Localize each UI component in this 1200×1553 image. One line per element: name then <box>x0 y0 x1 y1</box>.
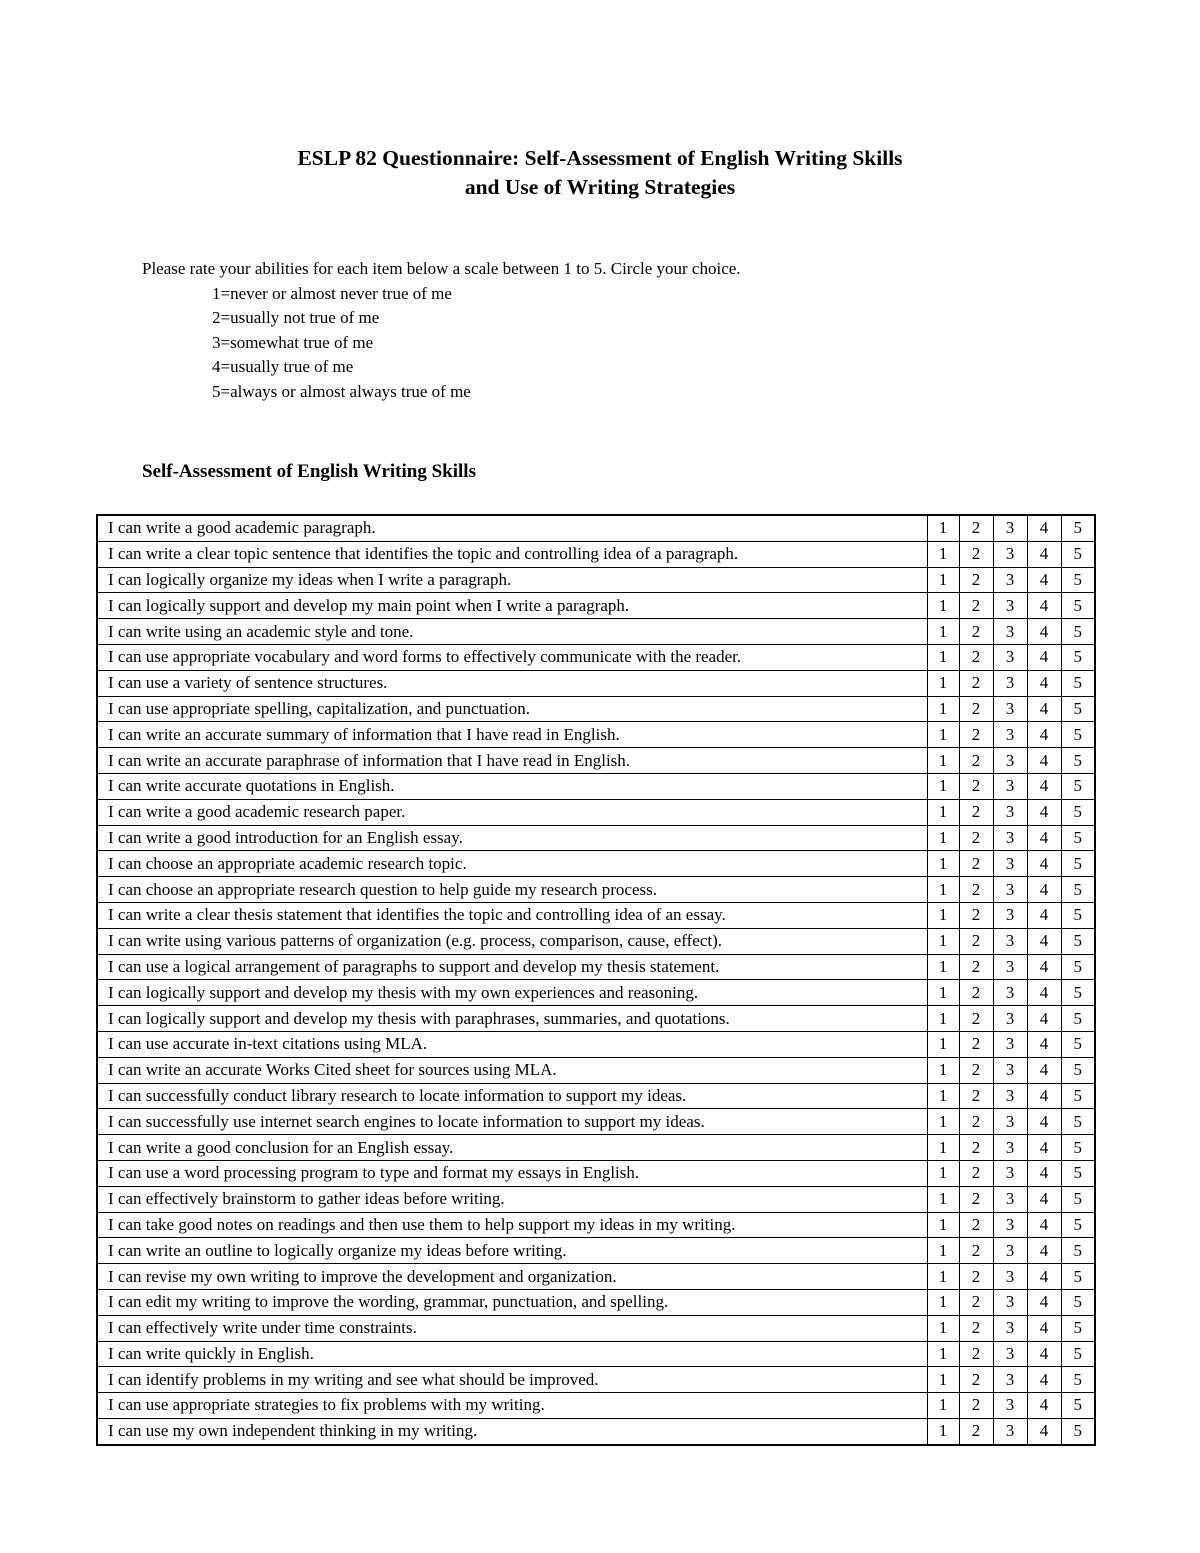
rating-option-1[interactable]: 1 <box>927 1289 959 1315</box>
rating-option-5[interactable]: 5 <box>1061 748 1095 774</box>
rating-option-5[interactable]: 5 <box>1061 1006 1095 1032</box>
rating-option-4[interactable]: 4 <box>1027 567 1061 593</box>
table-row <box>97 619 1095 645</box>
rating-option-3[interactable]: 3 <box>993 1341 1027 1367</box>
rating-option-5[interactable]: 5 <box>1061 1109 1095 1135</box>
rating-option-1[interactable]: 1 <box>927 1057 959 1083</box>
table-row <box>97 928 1095 954</box>
rating-option-4[interactable]: 4 <box>1027 696 1061 722</box>
rating-option-5[interactable]: 5 <box>1061 1367 1095 1393</box>
table-row <box>97 1057 1095 1083</box>
table-row <box>97 825 1095 851</box>
statement-cell: I can take good notes on readings and then use them to help support my ideas in my writing. <box>97 1212 927 1238</box>
rating-option-2[interactable]: 2 <box>959 877 993 903</box>
rating-option-4[interactable]: 4 <box>1027 541 1061 567</box>
rating-option-3[interactable]: 3 <box>993 1393 1027 1419</box>
rating-option-3[interactable]: 3 <box>993 644 1027 670</box>
statement-cell: I can write a good conclusion for an English essay. <box>97 1135 927 1161</box>
rating-option-5[interactable]: 5 <box>1061 515 1095 541</box>
rating-option-3[interactable]: 3 <box>993 541 1027 567</box>
rating-option-3[interactable]: 3 <box>993 748 1027 774</box>
rating-option-4[interactable]: 4 <box>1027 1057 1061 1083</box>
statement-cell: I can use a word processing program to type and format my essays in English. <box>97 1160 927 1186</box>
rating-option-2[interactable]: 2 <box>959 1057 993 1083</box>
self-assessment-table <box>96 514 1096 1446</box>
rating-option-1[interactable]: 1 <box>927 1264 959 1290</box>
statement-cell: I can choose an appropriate research question to help guide my research process. <box>97 877 927 903</box>
rating-option-1[interactable]: 1 <box>927 1160 959 1186</box>
rating-option-5[interactable]: 5 <box>1061 902 1095 928</box>
rating-option-4[interactable]: 4 <box>1027 902 1061 928</box>
statement-cell: I can use accurate in-text citations using MLA. <box>97 1031 927 1057</box>
rating-option-3[interactable]: 3 <box>993 1031 1027 1057</box>
rating-option-5[interactable]: 5 <box>1061 619 1095 645</box>
table-row <box>97 1341 1095 1367</box>
rating-option-2[interactable]: 2 <box>959 567 993 593</box>
rating-option-2[interactable]: 2 <box>959 980 993 1006</box>
rating-option-1[interactable]: 1 <box>927 1186 959 1212</box>
rating-option-2[interactable]: 2 <box>959 773 993 799</box>
table-row <box>97 670 1095 696</box>
statement-cell: I can use appropriate vocabulary and word forms to effectively communicate with the reader. <box>97 644 927 670</box>
rating-option-5[interactable]: 5 <box>1061 1341 1095 1367</box>
rating-option-2[interactable]: 2 <box>959 619 993 645</box>
table-row <box>97 980 1095 1006</box>
table-row <box>97 1264 1095 1290</box>
statement-cell: I can write a good academic paragraph. <box>97 515 927 541</box>
statement-cell: I can logically support and develop my thesis with my own experiences and reasoning. <box>97 980 927 1006</box>
rating-option-3[interactable]: 3 <box>993 1238 1027 1264</box>
table-row <box>97 799 1095 825</box>
rating-option-2[interactable]: 2 <box>959 799 993 825</box>
rating-option-2[interactable]: 2 <box>959 1315 993 1341</box>
statement-cell: I can write a clear thesis statement that identifies the topic and controlling idea of an essay. <box>97 902 927 928</box>
rating-option-4[interactable]: 4 <box>1027 1264 1061 1290</box>
rating-option-5[interactable]: 5 <box>1061 1212 1095 1238</box>
scale-definition: 5=always or almost always true of me <box>212 381 471 401</box>
table-row <box>97 567 1095 593</box>
table-row <box>97 515 1095 541</box>
rating-option-4[interactable]: 4 <box>1027 799 1061 825</box>
rating-option-1[interactable]: 1 <box>927 851 959 877</box>
rating-option-1[interactable]: 1 <box>927 593 959 619</box>
rating-option-1[interactable]: 1 <box>927 1135 959 1161</box>
rating-option-2[interactable]: 2 <box>959 593 993 619</box>
rating-option-4[interactable]: 4 <box>1027 773 1061 799</box>
rating-option-2[interactable]: 2 <box>959 954 993 980</box>
rating-option-3[interactable]: 3 <box>993 902 1027 928</box>
statement-cell: I can logically support and develop my main point when I write a paragraph. <box>97 593 927 619</box>
rating-option-4[interactable]: 4 <box>1027 1393 1061 1419</box>
statement-cell: I can use my own independent thinking in my writing. <box>97 1418 927 1444</box>
rating-option-5[interactable]: 5 <box>1061 980 1095 1006</box>
rating-option-2[interactable]: 2 <box>959 851 993 877</box>
table-row <box>97 1006 1095 1032</box>
rating-option-2[interactable]: 2 <box>959 541 993 567</box>
rating-option-5[interactable]: 5 <box>1061 928 1095 954</box>
rating-option-4[interactable]: 4 <box>1027 851 1061 877</box>
rating-option-5[interactable]: 5 <box>1061 1083 1095 1109</box>
rating-option-4[interactable]: 4 <box>1027 748 1061 774</box>
rating-option-3[interactable]: 3 <box>993 593 1027 619</box>
rating-option-4[interactable]: 4 <box>1027 515 1061 541</box>
rating-option-1[interactable]: 1 <box>927 902 959 928</box>
rating-option-3[interactable]: 3 <box>993 1006 1027 1032</box>
rating-option-4[interactable]: 4 <box>1027 877 1061 903</box>
rating-option-5[interactable]: 5 <box>1061 773 1095 799</box>
rating-option-5[interactable]: 5 <box>1061 644 1095 670</box>
rating-option-1[interactable]: 1 <box>927 773 959 799</box>
rating-option-2[interactable]: 2 <box>959 928 993 954</box>
rating-option-1[interactable]: 1 <box>927 877 959 903</box>
rating-option-1[interactable]: 1 <box>927 644 959 670</box>
table-row <box>97 541 1095 567</box>
rating-option-5[interactable]: 5 <box>1061 1160 1095 1186</box>
rating-option-4[interactable]: 4 <box>1027 1160 1061 1186</box>
rating-option-5[interactable]: 5 <box>1061 1135 1095 1161</box>
rating-option-1[interactable]: 1 <box>927 541 959 567</box>
instructions <box>142 257 741 405</box>
rating-option-4[interactable]: 4 <box>1027 1367 1061 1393</box>
table-row <box>97 1160 1095 1186</box>
statement-cell: I can write an outline to logically organize my ideas before writing. <box>97 1238 927 1264</box>
rating-option-5[interactable]: 5 <box>1061 1238 1095 1264</box>
rating-option-5[interactable]: 5 <box>1061 541 1095 567</box>
table-row <box>97 877 1095 903</box>
rating-option-5[interactable]: 5 <box>1061 1315 1095 1341</box>
statement-cell: I can write accurate quotations in English. <box>97 773 927 799</box>
rating-option-2[interactable]: 2 <box>959 1160 993 1186</box>
table-row <box>97 1135 1095 1161</box>
rating-option-2[interactable]: 2 <box>959 902 993 928</box>
table-row <box>97 1289 1095 1315</box>
rating-option-1[interactable]: 1 <box>927 1315 959 1341</box>
rating-option-1[interactable]: 1 <box>927 1367 959 1393</box>
rating-option-4[interactable]: 4 <box>1027 1212 1061 1238</box>
rating-option-5[interactable]: 5 <box>1061 1289 1095 1315</box>
title-line-1: ESLP 82 Questionnaire: Self-Assessment of English Writing Skills <box>297 146 903 170</box>
rating-option-4[interactable]: 4 <box>1027 1238 1061 1264</box>
rating-option-1[interactable]: 1 <box>927 619 959 645</box>
rating-option-4[interactable]: 4 <box>1027 1315 1061 1341</box>
rating-option-2[interactable]: 2 <box>959 1109 993 1135</box>
rating-option-3[interactable]: 3 <box>993 696 1027 722</box>
rating-option-2[interactable]: 2 <box>959 644 993 670</box>
rating-option-4[interactable]: 4 <box>1027 1083 1061 1109</box>
table-row <box>97 1238 1095 1264</box>
rating-option-5[interactable]: 5 <box>1061 1393 1095 1419</box>
rating-option-1[interactable]: 1 <box>927 1109 959 1135</box>
statement-cell: I can effectively write under time constraints. <box>97 1315 927 1341</box>
rating-option-4[interactable]: 4 <box>1027 1031 1061 1057</box>
rating-option-3[interactable]: 3 <box>993 567 1027 593</box>
rating-option-1[interactable]: 1 <box>927 799 959 825</box>
statement-cell: I can write an accurate paraphrase of information that I have read in English. <box>97 748 927 774</box>
rating-option-1[interactable]: 1 <box>927 515 959 541</box>
rating-option-3[interactable]: 3 <box>993 1083 1027 1109</box>
table-row <box>97 851 1095 877</box>
rating-option-4[interactable]: 4 <box>1027 644 1061 670</box>
rating-option-3[interactable]: 3 <box>993 799 1027 825</box>
rating-option-1[interactable]: 1 <box>927 1393 959 1419</box>
rating-option-4[interactable]: 4 <box>1027 928 1061 954</box>
rating-option-2[interactable]: 2 <box>959 722 993 748</box>
rating-option-1[interactable]: 1 <box>927 825 959 851</box>
statement-cell: I can write an accurate Works Cited sheet for sources using MLA. <box>97 1057 927 1083</box>
table-row <box>97 1109 1095 1135</box>
rating-option-4[interactable]: 4 <box>1027 1135 1061 1161</box>
rating-option-4[interactable]: 4 <box>1027 1289 1061 1315</box>
rating-option-3[interactable]: 3 <box>993 1212 1027 1238</box>
rating-option-2[interactable]: 2 <box>959 1418 993 1444</box>
rating-option-4[interactable]: 4 <box>1027 1418 1061 1444</box>
rating-option-1[interactable]: 1 <box>927 1341 959 1367</box>
table-row <box>97 593 1095 619</box>
rating-option-4[interactable]: 4 <box>1027 825 1061 851</box>
rating-option-5[interactable]: 5 <box>1061 1264 1095 1290</box>
rating-option-5[interactable]: 5 <box>1061 722 1095 748</box>
rating-option-1[interactable]: 1 <box>927 1083 959 1109</box>
rating-option-3[interactable]: 3 <box>993 619 1027 645</box>
rating-option-2[interactable]: 2 <box>959 1083 993 1109</box>
scale-definition: 1=never or almost never true of me <box>212 283 452 303</box>
statement-cell: I can edit my writing to improve the wording, grammar, punctuation, and spelling. <box>97 1289 927 1315</box>
rating-option-4[interactable]: 4 <box>1027 593 1061 619</box>
statement-cell: I can revise my own writing to improve the development and organization. <box>97 1264 927 1290</box>
rating-option-4[interactable]: 4 <box>1027 1186 1061 1212</box>
rating-option-3[interactable]: 3 <box>993 722 1027 748</box>
rating-option-1[interactable]: 1 <box>927 928 959 954</box>
rating-option-2[interactable]: 2 <box>959 1341 993 1367</box>
rating-option-1[interactable]: 1 <box>927 1006 959 1032</box>
table-row <box>97 644 1095 670</box>
rating-option-3[interactable]: 3 <box>993 515 1027 541</box>
statement-cell: I can write a good introduction for an English essay. <box>97 825 927 851</box>
statement-cell: I can write a clear topic sentence that identifies the topic and controlling idea of a paragraph. <box>97 541 927 567</box>
rating-option-3[interactable]: 3 <box>993 773 1027 799</box>
table-row <box>97 1212 1095 1238</box>
rating-option-4[interactable]: 4 <box>1027 670 1061 696</box>
rating-option-1[interactable]: 1 <box>927 954 959 980</box>
statement-cell: I can write using various patterns of organization (e.g. process, comparison, cause, effect). <box>97 928 927 954</box>
rating-option-3[interactable]: 3 <box>993 928 1027 954</box>
section-heading: Self-Assessment of English Writing Skills <box>142 461 476 482</box>
rating-option-2[interactable]: 2 <box>959 1367 993 1393</box>
statement-cell: I can use a variety of sentence structures. <box>97 670 927 696</box>
rating-option-2[interactable]: 2 <box>959 1135 993 1161</box>
rating-option-3[interactable]: 3 <box>993 954 1027 980</box>
table-row <box>97 1367 1095 1393</box>
rating-option-1[interactable]: 1 <box>927 1238 959 1264</box>
rating-option-5[interactable]: 5 <box>1061 877 1095 903</box>
statement-cell: I can use a logical arrangement of paragraphs to support and develop my thesis statement. <box>97 954 927 980</box>
rating-option-5[interactable]: 5 <box>1061 954 1095 980</box>
rating-option-3[interactable]: 3 <box>993 1057 1027 1083</box>
statement-cell: I can write quickly in English. <box>97 1341 927 1367</box>
table-row <box>97 1083 1095 1109</box>
statement-cell: I can logically support and develop my thesis with paraphrases, summaries, and quotations. <box>97 1006 927 1032</box>
table-row <box>97 748 1095 774</box>
rating-option-5[interactable]: 5 <box>1061 851 1095 877</box>
rating-option-2[interactable]: 2 <box>959 1006 993 1032</box>
rating-option-5[interactable]: 5 <box>1061 1186 1095 1212</box>
rating-option-4[interactable]: 4 <box>1027 1006 1061 1032</box>
table-row <box>97 1418 1095 1444</box>
statement-cell: I can choose an appropriate academic research topic. <box>97 851 927 877</box>
statement-cell: I can write using an academic style and tone. <box>97 619 927 645</box>
table-row <box>97 954 1095 980</box>
table-row <box>97 902 1095 928</box>
rating-option-2[interactable]: 2 <box>959 670 993 696</box>
rating-option-5[interactable]: 5 <box>1061 696 1095 722</box>
statement-cell: I can effectively brainstorm to gather ideas before writing. <box>97 1186 927 1212</box>
rating-option-2[interactable]: 2 <box>959 825 993 851</box>
table-row <box>97 773 1095 799</box>
rating-option-3[interactable]: 3 <box>993 1264 1027 1290</box>
rating-option-5[interactable]: 5 <box>1061 670 1095 696</box>
table-row <box>97 1393 1095 1419</box>
rating-option-4[interactable]: 4 <box>1027 722 1061 748</box>
rating-option-2[interactable]: 2 <box>959 1289 993 1315</box>
rating-option-5[interactable]: 5 <box>1061 1057 1095 1083</box>
statement-cell: I can successfully conduct library research to locate information to support my ideas. <box>97 1083 927 1109</box>
rating-option-1[interactable]: 1 <box>927 980 959 1006</box>
table-row <box>97 722 1095 748</box>
instructions-text: Please rate your abilities for each item below a scale between 1 to 5. Circle your choice. <box>142 259 741 278</box>
rating-option-1[interactable]: 1 <box>927 696 959 722</box>
table-row <box>97 696 1095 722</box>
rating-option-5[interactable]: 5 <box>1061 799 1095 825</box>
rating-option-3[interactable]: 3 <box>993 877 1027 903</box>
table-row <box>97 1031 1095 1057</box>
statement-cell: I can use appropriate spelling, capitalization, and punctuation. <box>97 696 927 722</box>
rating-option-3[interactable]: 3 <box>993 1135 1027 1161</box>
rating-option-4[interactable]: 4 <box>1027 980 1061 1006</box>
rating-option-2[interactable]: 2 <box>959 1238 993 1264</box>
table-row <box>97 1186 1095 1212</box>
rating-option-2[interactable]: 2 <box>959 1031 993 1057</box>
rating-option-4[interactable]: 4 <box>1027 1341 1061 1367</box>
rating-option-5[interactable]: 5 <box>1061 567 1095 593</box>
rating-option-3[interactable]: 3 <box>993 1186 1027 1212</box>
statement-cell: I can write an accurate summary of information that I have read in English. <box>97 722 927 748</box>
rating-option-1[interactable]: 1 <box>927 670 959 696</box>
statement-cell: I can successfully use internet search engines to locate information to support my ideas. <box>97 1109 927 1135</box>
rating-option-2[interactable]: 2 <box>959 1186 993 1212</box>
rating-option-3[interactable]: 3 <box>993 1289 1027 1315</box>
rating-option-1[interactable]: 1 <box>927 722 959 748</box>
statement-cell: I can logically organize my ideas when I write a paragraph. <box>97 567 927 593</box>
rating-option-2[interactable]: 2 <box>959 1212 993 1238</box>
rating-option-1[interactable]: 1 <box>927 1212 959 1238</box>
rating-option-5[interactable]: 5 <box>1061 825 1095 851</box>
rating-option-1[interactable]: 1 <box>927 567 959 593</box>
rating-option-2[interactable]: 2 <box>959 515 993 541</box>
title-line-2: and Use of Writing Strategies <box>464 175 736 199</box>
statement-cell: I can use appropriate strategies to fix problems with my writing. <box>97 1393 927 1419</box>
rating-option-1[interactable]: 1 <box>927 1031 959 1057</box>
rating-option-3[interactable]: 3 <box>993 851 1027 877</box>
rating-option-5[interactable]: 5 <box>1061 1418 1095 1444</box>
scale-definition: 3=somewhat true of me <box>212 332 374 352</box>
document-title <box>0 144 1200 202</box>
rating-option-4[interactable]: 4 <box>1027 1109 1061 1135</box>
rating-option-2[interactable]: 2 <box>959 1264 993 1290</box>
rating-option-2[interactable]: 2 <box>959 696 993 722</box>
rating-option-1[interactable]: 1 <box>927 748 959 774</box>
statement-cell: I can identify problems in my writing and see what should be improved. <box>97 1367 927 1393</box>
rating-option-3[interactable]: 3 <box>993 1367 1027 1393</box>
scale-definition: 4=usually true of me <box>212 357 354 377</box>
rating-option-3[interactable]: 3 <box>993 825 1027 851</box>
rating-option-3[interactable]: 3 <box>993 1109 1027 1135</box>
rating-option-4[interactable]: 4 <box>1027 619 1061 645</box>
rating-option-3[interactable]: 3 <box>993 1160 1027 1186</box>
rating-option-5[interactable]: 5 <box>1061 1031 1095 1057</box>
rating-option-1[interactable]: 1 <box>927 1418 959 1444</box>
rating-option-3[interactable]: 3 <box>993 670 1027 696</box>
rating-option-5[interactable]: 5 <box>1061 593 1095 619</box>
rating-option-3[interactable]: 3 <box>993 1315 1027 1341</box>
scale-definition: 2=usually not true of me <box>212 308 380 328</box>
statement-cell: I can write a good academic research paper. <box>97 799 927 825</box>
rating-option-3[interactable]: 3 <box>993 1418 1027 1444</box>
rating-option-3[interactable]: 3 <box>993 980 1027 1006</box>
rating-option-2[interactable]: 2 <box>959 748 993 774</box>
rating-option-2[interactable]: 2 <box>959 1393 993 1419</box>
table-row <box>97 1315 1095 1341</box>
rating-option-4[interactable]: 4 <box>1027 954 1061 980</box>
